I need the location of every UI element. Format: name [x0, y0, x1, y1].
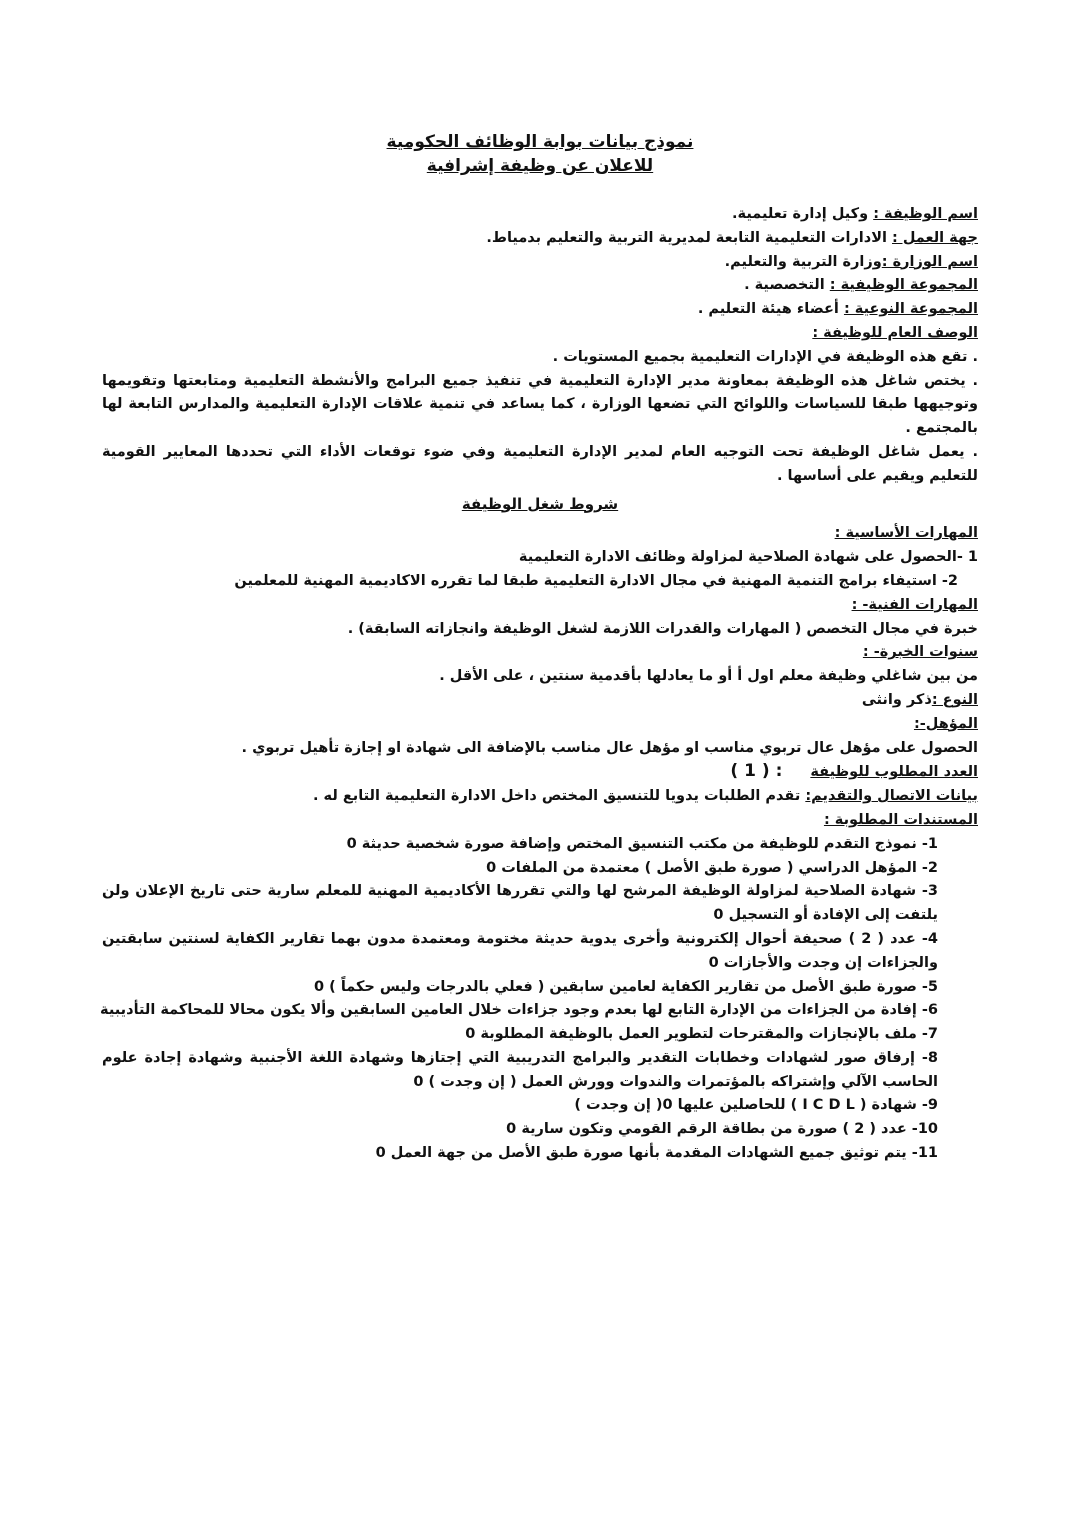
tech-skills-label: المهارات الفنية- : [851, 596, 978, 613]
ministry-value: وزارة التربية والتعليم. [724, 253, 882, 270]
tech-skills-value: خبرة في مجال التخصص ( المهارات والقدرات اللازمة لشغل الوظيفة وانجازاته السابقة) . [347, 620, 978, 637]
gender-value: ذكر وانثى [861, 691, 932, 708]
workplace-label: جهة العمل : [892, 229, 978, 246]
document-item: 10- عدد ( 2 ) صورة من بطاقة الرقم القومي وتكون سارية 0 [506, 1121, 938, 1138]
experience-value: من بين شاغلي وظيفة معلم اول أ أو ما يعادلها بأقدمية سنتين ، على الأقل . [439, 668, 978, 685]
document-item: 3- شهادة الصلاحية لمزاولة الوظيفة المرشح لها والتي تقررها الأكاديمية المهنية للمعلم سارية حتى تاريخ الإعلان ولن يلتفت إلى الإفادة أو التسجيل 0 [102, 883, 938, 924]
job-group-row [102, 274, 978, 298]
document-item: 1- نموذج التقدم للوظيفة من مكتب التنسيق المختص وإضافة صورة شخصية حديثة 0 [346, 835, 938, 852]
document-item: 11- يتم توثيق جميع الشهادات المقدمة بأنها صورة طبق الأصل من جهة العمل 0 [375, 1145, 938, 1162]
gender-label: النوع : [931, 691, 978, 708]
document-header [0, 130, 1080, 178]
conditions-heading: شروط شغل الوظيفة [461, 494, 619, 513]
document-body [102, 203, 978, 1166]
contact-value: تقدم الطلبات يدويا للتنسيق المختص داخل الادارة التعليمية التابع له . [313, 788, 806, 805]
contact-row [102, 785, 978, 809]
basic-skills-label: المهارات الأساسية : [834, 525, 978, 542]
basic-skill-item: 1 -الحصول على شهادة الصلاحية لمزاولة وظائف الادارة التعليمية [518, 549, 978, 566]
required-count-value: : ( 1 ) [730, 761, 783, 782]
ministry-row [102, 251, 978, 275]
general-description-label: الوصف العام للوظيفة : [812, 324, 978, 341]
workplace-value: الادارات التعليمية التابعة لمديرية التربية والتعليم بدمياط. [486, 229, 893, 246]
job-name-row [102, 203, 978, 227]
job-name-label: اسم الوظيفة : [873, 206, 978, 222]
documents-label: المستندات المطلوبة : [823, 811, 978, 828]
required-count-label: العدد المطلوب للوظيفة [810, 764, 978, 781]
document-item: 6- إفادة من الجزاءات من الإدارة التابع لها بعدم وجود جزاءات خلال العامين السابقين وألا يكون محالا للمحاكمة التأديبية [100, 1002, 938, 1019]
document-item: 8- إرفاق صور لشهادات وخطابات التقدير والبرامج التدريبية التي إجتازها وشهادة اللغة الأجنبية وشهادة إجادة علوم الحاسب الآلي وإشتراكه بالمؤتمرات والندوات وورش العمل ( إن وجدت ) 0 [102, 1049, 938, 1090]
description-item: . تقع هذه الوظيفة في الإدارات التعليمية بجميع المستويات . [552, 348, 978, 365]
description-item: . يختص شاغل هذه الوظيفة بمعاونة مدير الإدارة التعليمية في تنفيذ جميع البرامج والأنشطة التعليمية ومتابعتها وتقويمها وتوجيهها طبقا للسياسات واللوائح التي تضعها الوزارة ، كما يساعد في تنمية علاقات الإدارة التعليمية والمدارس التابعة لها بالمجتمع . [102, 372, 978, 437]
document-title: نموذج بيانات بوابة الوظائف الحكومية [386, 132, 694, 152]
document-subtitle: للاعلان عن وظيفة إشرافية [426, 156, 654, 176]
job-group-value: التخصصية . [744, 277, 830, 294]
job-group-label: المجموعة الوظيفية : [829, 277, 978, 294]
qualification-value: الحصول على مؤهل عال تربوي مناسب او مؤهل عال مناسب بالإضافة الى شهادة او إجازة تأهيل تربوي . [241, 739, 978, 756]
required-count-row [102, 760, 978, 785]
qualification-label: المؤهل-: [913, 715, 978, 732]
gender-row [102, 689, 978, 713]
contact-label: بيانات الاتصال والتقديم: [805, 788, 978, 805]
document-item: 7- ملف بالإنجازات والمقترحات لتطوير العمل بالوظيفة المطلوبة 0 [465, 1026, 938, 1043]
document-item: 5- صورة طبق الأصل من تقارير الكفاية لعامين سابقين ( فعلي بالدرجات وليس حكماً ) 0 [314, 978, 938, 995]
type-group-row [102, 298, 978, 322]
ministry-label: اسم الوزارة : [881, 253, 978, 270]
description-item: . يعمل شاغل الوظيفة تحت التوجيه العام لمدير الإدارة التعليمية وفي ضوء توقعات الأداء التي تحددها المعايير القومية للتعليم ويقيم على أساسها . [102, 443, 978, 484]
workplace-row [102, 227, 978, 251]
job-name-value: وكيل إدارة تعليمية. [732, 206, 874, 222]
document-item: 4- عدد ( 2 ) صحيفة أحوال إلكترونية وأخرى يدوية حديثة مختومة ومعتمدة مدون بهما تقارير الكفاية لسنتين سابقتين والجزاءات إن وجدت والأجازات 0 [102, 930, 938, 971]
document-item: 2- المؤهل الدراسي ( صورة طبق الأصل ) معتمدة من الملفات 0 [486, 859, 938, 876]
document-item: 9- شهادة ( I C D L ) للحاصلين عليها 0( إن وجدت ) [574, 1097, 938, 1114]
documents-list [102, 833, 978, 1166]
experience-label: سنوات الخبرة- : [862, 644, 978, 661]
type-group-label: المجموعة النوعية : [843, 301, 978, 318]
type-group-value: أعضاء هيئة التعليم . [697, 301, 844, 318]
basic-skill-item: 2- استيفاء برامج التنمية المهنية في مجال الادارة التعليمية طبقا لما تقرره الاكاديمية المهنية للمعلمين [234, 572, 958, 589]
